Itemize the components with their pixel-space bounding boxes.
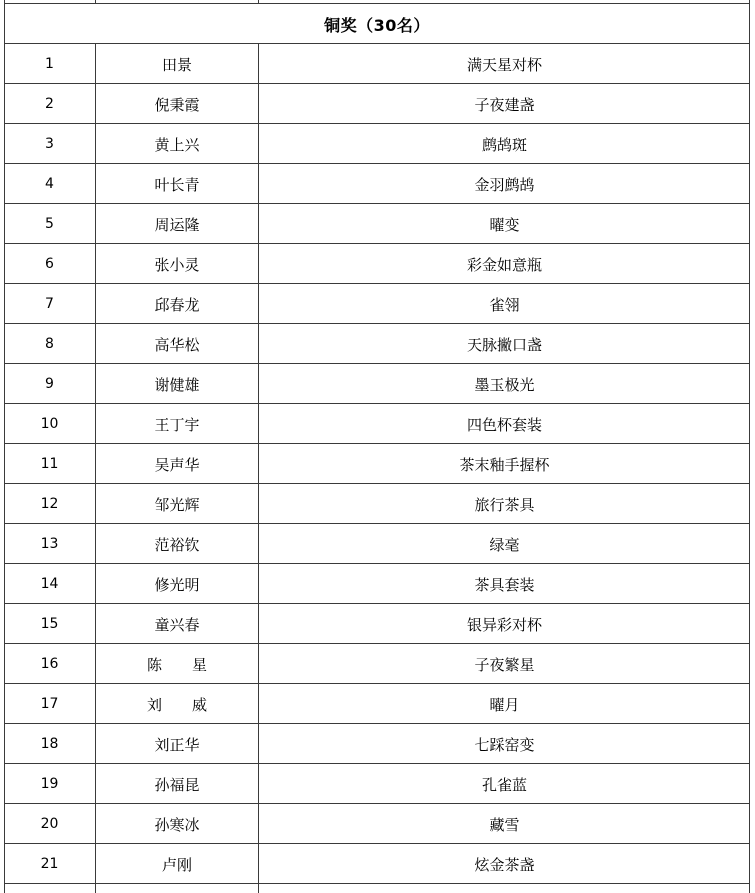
work-title: 银异彩对杯: [466, 615, 542, 634]
table-row: [4, 764, 750, 804]
row-number: 13: [40, 536, 59, 552]
work-title: 彩金如意瓶: [466, 255, 542, 274]
work-title: 旅行茶具: [474, 495, 535, 514]
column-divider-number: [95, 44, 96, 893]
table-row: [4, 604, 750, 644]
row-number: 4: [45, 176, 54, 192]
work-title: 子夜繁星: [474, 655, 535, 674]
table-row: [4, 524, 750, 564]
table-border-left: [4, 44, 5, 893]
table-row: [4, 44, 750, 84]
row-number: 11: [40, 456, 59, 472]
table-row: [4, 284, 750, 324]
winner-name: 修光明: [154, 575, 200, 594]
table-row: [4, 484, 750, 524]
work-title: 满天星对杯: [466, 55, 542, 74]
work-title: 四色杯套装: [466, 415, 542, 434]
winner-name: 卢刚: [161, 855, 192, 874]
winner-name: 陈 星: [146, 655, 207, 674]
row-number: 21: [40, 856, 59, 872]
row-number: 8: [45, 336, 54, 352]
table-row: [4, 124, 750, 164]
work-title: 七踩窑变: [474, 735, 535, 754]
work-title: 炫金茶盏: [474, 855, 535, 874]
winner-name: 邹光辉: [154, 495, 200, 514]
row-number: 7: [45, 296, 54, 312]
winner-name: 邱春龙: [154, 295, 200, 314]
winner-name: 童兴春: [154, 615, 200, 634]
work-title: 墨玉极光: [474, 375, 535, 394]
work-title: 雀翎: [489, 295, 520, 314]
row-number: 14: [40, 576, 59, 592]
row-number: 10: [40, 416, 59, 432]
work-title: 金羽鹧鸪: [474, 175, 535, 194]
work-title: 曜变: [489, 215, 520, 234]
row-number: 19: [40, 776, 59, 792]
row-number: 15: [40, 616, 59, 632]
winner-name: 孙福昆: [154, 775, 200, 794]
row-number: 16: [40, 656, 59, 672]
table-row: [4, 684, 750, 724]
work-title: 子夜建盏: [474, 95, 535, 114]
row-number: 5: [45, 216, 54, 232]
table-row: [4, 364, 750, 404]
table-row: [4, 244, 750, 284]
winner-name: 刘正华: [154, 735, 200, 754]
work-title: 鹧鸪斑: [481, 135, 527, 154]
table-row: [4, 404, 750, 444]
winner-name: 田景: [161, 55, 192, 74]
row-number: 3: [45, 136, 54, 152]
table-row: [4, 644, 750, 684]
row-border: [4, 883, 750, 884]
row-number: 20: [40, 816, 59, 832]
work-title: 孔雀蓝: [481, 775, 527, 794]
table-row: [4, 324, 750, 364]
work-title: 绿毫: [489, 535, 520, 554]
table-row: [4, 564, 750, 604]
table-row: [4, 724, 750, 764]
table-row: [4, 444, 750, 484]
row-number: 2: [45, 96, 54, 112]
winner-name: 周运隆: [154, 215, 200, 234]
table-row: [4, 804, 750, 844]
row-number: 17: [40, 696, 59, 712]
section-title: 铜奖（30名）: [324, 15, 430, 35]
winner-name: 叶长青: [154, 175, 200, 194]
table-row: [4, 204, 750, 244]
table-row: [4, 844, 750, 884]
winner-name: 谢健雄: [154, 375, 200, 394]
work-title: 天脉撇口盏: [466, 335, 542, 354]
winner-name: 高华松: [154, 335, 200, 354]
table-border-right: [749, 44, 750, 893]
table-row: [4, 84, 750, 124]
row-number: 6: [45, 256, 54, 272]
winner-name: 王丁宇: [154, 415, 200, 434]
winner-name: 范裕钦: [154, 535, 200, 554]
winner-name: 刘 威: [146, 695, 207, 714]
table-row: [4, 164, 750, 204]
row-number: 18: [40, 736, 59, 752]
row-number: 1: [45, 56, 54, 72]
winner-name: 吴声华: [154, 455, 200, 474]
winner-name: 张小灵: [154, 255, 200, 274]
row-number: 12: [40, 496, 59, 512]
row-number: 9: [45, 376, 54, 392]
work-title: 茶末釉手握杯: [459, 455, 550, 474]
winner-name: 黄上兴: [154, 135, 200, 154]
column-divider-name: [258, 44, 259, 893]
winner-name: 孙寒冰: [154, 815, 200, 834]
work-title: 曜月: [489, 695, 520, 714]
winner-name: 倪秉霞: [154, 95, 200, 114]
work-title: 藏雪: [489, 815, 520, 834]
work-title: 茶具套装: [474, 575, 535, 594]
